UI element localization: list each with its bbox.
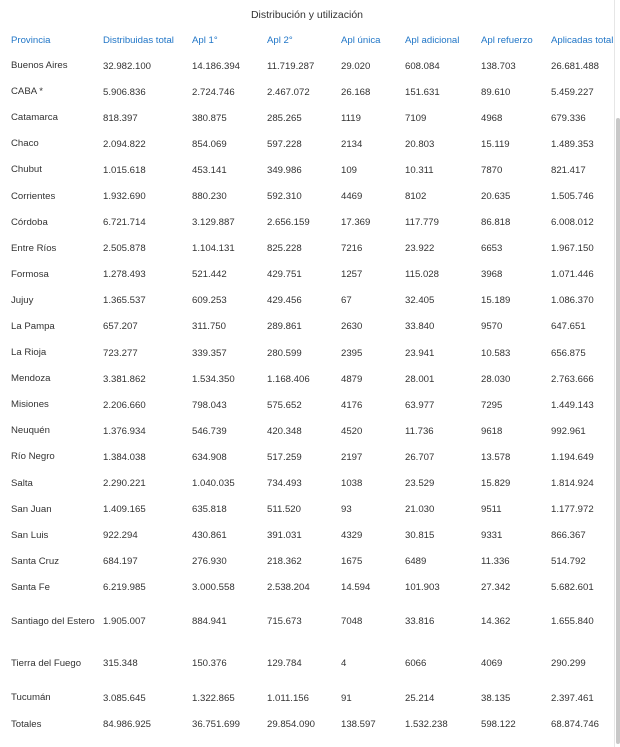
cell-aplicadas-total: 6.008.012 (551, 217, 594, 229)
cell-provincia: Formosa (11, 268, 49, 280)
cell-apl-refuerzo: 14.362 (481, 616, 511, 628)
cell-apl-2: 734.493 (267, 478, 302, 490)
cell-apl-adicional: 608.084 (405, 60, 440, 72)
table-row (4, 418, 616, 444)
cell-apl-2: 1.011.156 (267, 692, 309, 704)
cell-apl-refuerzo: 11.336 (481, 556, 510, 568)
cell-apl-2: 29.854.090 (267, 719, 316, 731)
cell-apl-adicional: 28.001 (405, 373, 435, 385)
cell-apl-refuerzo: 7295 (481, 399, 503, 411)
cell-apl-1: 609.253 (192, 295, 227, 307)
cell-apl-2: 349.986 (267, 164, 302, 176)
cell-provincia: La Pampa (11, 320, 55, 332)
cell-distribuidas-total: 1.905.007 (103, 616, 146, 628)
vertical-scrollbar[interactable] (615, 0, 620, 747)
cell-distribuidas-total: 1.015.618 (103, 164, 146, 176)
cell-provincia: San Juan (11, 503, 52, 515)
cell-apl-2: 2.467.072 (267, 86, 310, 98)
cell-apl-adicional: 115.028 (405, 269, 439, 281)
cell-apl-adicional: 8102 (405, 191, 427, 203)
table-row (4, 601, 616, 643)
cell-apl-2: 280.599 (267, 347, 302, 359)
cell-apl-unica: 29.020 (341, 60, 371, 72)
cell-apl-adicional: 1.532.238 (405, 719, 448, 731)
cell-distribuidas-total: 684.197 (103, 556, 138, 568)
cell-apl-refuerzo: 13.578 (481, 451, 511, 463)
cell-apl-adicional: 63.977 (405, 399, 435, 411)
cell-provincia: Entre Ríos (11, 242, 57, 254)
cell-distribuidas-total: 1.365.537 (103, 295, 146, 307)
cell-apl-unica: 1257 (341, 269, 363, 281)
cell-apl-2: 429.751 (267, 269, 302, 281)
cell-distribuidas-total: 32.982.100 (103, 60, 152, 72)
column-header-provincia[interactable]: Provincia (11, 34, 51, 46)
cell-apl-unica: 26.168 (341, 86, 371, 98)
cell-apl-2: 825.228 (267, 243, 302, 255)
cell-distribuidas-total: 5.906.836 (103, 86, 146, 98)
cell-apl-refuerzo: 9331 (481, 530, 503, 542)
cell-provincia: Neuquén (11, 425, 50, 437)
cell-apl-refuerzo: 15.189 (481, 295, 511, 307)
cell-aplicadas-total: 1.967.150 (551, 243, 594, 255)
cell-distribuidas-total: 1.384.038 (103, 451, 146, 463)
scrollbar-thumb[interactable] (616, 118, 620, 744)
cell-aplicadas-total: 1.814.924 (551, 478, 594, 490)
cell-apl-1: 311.750 (192, 321, 226, 333)
cell-apl-refuerzo: 7870 (481, 164, 503, 176)
table-row (4, 643, 616, 685)
cell-aplicadas-total: 5.459.227 (551, 86, 594, 98)
cell-apl-1: 1.040.035 (192, 478, 235, 490)
cell-distribuidas-total: 657.207 (103, 321, 138, 333)
cell-aplicadas-total: 656.875 (551, 347, 586, 359)
cell-apl-adicional: 23.529 (405, 478, 435, 490)
cell-apl-refuerzo: 6653 (481, 243, 503, 255)
table-row (4, 157, 616, 183)
cell-apl-2: 1.168.406 (267, 373, 310, 385)
cell-apl-unica: 93 (341, 504, 352, 516)
cell-aplicadas-total: 1.489.353 (551, 138, 594, 150)
cell-apl-unica: 1675 (341, 556, 363, 568)
cell-apl-1: 884.941 (192, 616, 227, 628)
table-row (4, 262, 616, 288)
cell-provincia: Catamarca (11, 112, 58, 124)
cell-apl-refuerzo: 27.342 (481, 582, 511, 594)
cell-apl-unica: 91 (341, 692, 352, 704)
cell-provincia: Jujuy (11, 294, 34, 306)
distribution-table (4, 27, 616, 738)
cell-apl-1: 1.322.865 (192, 692, 235, 704)
table-row (4, 575, 616, 601)
cell-apl-unica: 4469 (341, 191, 363, 203)
cell-aplicadas-total: 290.299 (551, 658, 586, 670)
cell-apl-2: 2.656.159 (267, 217, 310, 229)
cell-apl-adicional: 6489 (405, 556, 427, 568)
cell-provincia: Chaco (11, 138, 39, 150)
cell-apl-1: 430.861 (192, 530, 227, 542)
cell-apl-1: 276.930 (192, 556, 227, 568)
cell-apl-refuerzo: 10.583 (481, 347, 511, 359)
cell-provincia: Buenos Aires (11, 60, 68, 72)
cell-apl-1: 150.376 (192, 658, 227, 670)
cell-apl-refuerzo: 9570 (481, 321, 503, 333)
cell-aplicadas-total: 1.086.370 (551, 295, 594, 307)
cell-apl-unica: 4520 (341, 425, 363, 437)
table-row (4, 105, 616, 131)
cell-apl-2: 597.228 (267, 138, 302, 150)
cell-apl-refuerzo: 9618 (481, 425, 503, 437)
cell-apl-refuerzo: 598.122 (481, 719, 516, 731)
cell-apl-adicional: 23.922 (405, 243, 435, 255)
table-header-row (4, 27, 616, 53)
cell-aplicadas-total: 1.071.446 (551, 269, 594, 281)
cell-apl-refuerzo: 20.635 (481, 191, 511, 203)
cell-apl-2: 218.362 (267, 556, 302, 568)
cell-apl-1: 798.043 (192, 399, 227, 411)
table-row (4, 314, 616, 340)
column-header-apl-1[interactable]: Apl 1° (192, 34, 218, 46)
cell-apl-adicional: 11.736 (405, 425, 434, 437)
cell-provincia: Córdoba (11, 216, 48, 228)
cell-distribuidas-total: 922.294 (103, 530, 138, 542)
cell-apl-2: 517.259 (267, 451, 302, 463)
cell-apl-adicional: 33.840 (405, 321, 435, 333)
cell-aplicadas-total: 821.417 (551, 164, 586, 176)
column-header-aplicadas-total[interactable]: Aplicadas total (551, 34, 614, 46)
cell-apl-2: 511.520 (267, 504, 301, 516)
cell-distribuidas-total: 723.277 (103, 347, 138, 359)
cell-aplicadas-total: 866.367 (551, 530, 586, 542)
cell-apl-1: 2.724.746 (192, 86, 235, 98)
cell-apl-1: 521.442 (192, 269, 227, 281)
cell-apl-refuerzo: 15.829 (481, 478, 511, 490)
table-row (4, 523, 616, 549)
cell-distribuidas-total: 1.376.934 (103, 425, 146, 437)
cell-aplicadas-total: 68.874.746 (551, 719, 600, 731)
cell-apl-2: 575.652 (267, 399, 302, 411)
cell-apl-2: 429.456 (267, 295, 302, 307)
cell-provincia: Tucumán (11, 692, 51, 704)
cell-apl-unica: 2134 (341, 138, 363, 150)
cell-apl-unica: 14.594 (341, 582, 371, 594)
cell-apl-refuerzo: 3968 (481, 269, 503, 281)
cell-provincia: Chubut (11, 164, 42, 176)
column-header-apl-adicional[interactable]: Apl adicional (405, 34, 460, 46)
cell-provincia: CABA * (11, 86, 43, 98)
column-header-apl-unica[interactable]: Apl única (341, 34, 381, 46)
table-row (4, 366, 616, 392)
cell-distribuidas-total: 6.721.714 (103, 217, 146, 229)
cell-apl-1: 546.739 (192, 425, 227, 437)
cell-apl-refuerzo: 138.703 (481, 60, 516, 72)
cell-provincia: Salta (11, 477, 33, 489)
cell-apl-unica: 67 (341, 295, 352, 307)
cell-distribuidas-total: 1.278.493 (103, 269, 146, 281)
cell-aplicadas-total: 2.763.666 (551, 373, 594, 385)
cell-apl-refuerzo: 4069 (481, 658, 503, 670)
cell-apl-1: 1.534.350 (192, 373, 235, 385)
cell-apl-unica: 109 (341, 164, 358, 176)
cell-apl-adicional: 10.311 (405, 164, 434, 176)
cell-distribuidas-total: 818.397 (103, 112, 138, 124)
cell-aplicadas-total: 992.961 (551, 425, 586, 437)
cell-distribuidas-total: 2.094.822 (103, 138, 146, 150)
cell-apl-unica: 2197 (341, 451, 363, 463)
cell-provincia: Santa Fe (11, 581, 50, 593)
cell-apl-unica: 7048 (341, 616, 363, 628)
cell-apl-refuerzo: 28.030 (481, 373, 511, 385)
cell-distribuidas-total: 2.206.660 (103, 399, 146, 411)
cell-provincia: Santiago del Estero (11, 615, 95, 627)
cell-provincia: San Luis (11, 529, 49, 541)
cell-provincia: La Rioja (11, 347, 47, 359)
cell-apl-adicional: 7109 (405, 112, 427, 124)
cell-apl-adicional: 21.030 (405, 504, 435, 516)
cell-apl-unica: 4879 (341, 373, 363, 385)
cell-provincia: Misiones (11, 399, 49, 411)
cell-apl-unica: 4329 (341, 530, 363, 542)
table-row (4, 53, 616, 79)
cell-provincia: Mendoza (11, 373, 51, 385)
table-title: Distribución y utilización (250, 9, 364, 21)
cell-apl-adicional: 32.405 (405, 295, 435, 307)
cell-apl-refuerzo: 86.818 (481, 217, 511, 229)
table-row (4, 392, 616, 418)
cell-apl-1: 880.230 (192, 191, 227, 203)
cell-aplicadas-total: 1.177.972 (551, 504, 594, 516)
cell-apl-adicional: 23.941 (405, 347, 435, 359)
cell-apl-adicional: 20.803 (405, 138, 435, 150)
cell-provincia: Santa Cruz (11, 555, 59, 567)
cell-apl-1: 3.129.887 (192, 217, 235, 229)
cell-distribuidas-total: 1.932.690 (103, 191, 146, 203)
cell-apl-refuerzo: 15.119 (481, 138, 510, 150)
cell-apl-adicional: 25.214 (405, 692, 435, 704)
table-row (4, 210, 616, 236)
cell-aplicadas-total: 647.651 (551, 321, 586, 333)
cell-distribuidas-total: 84.986.925 (103, 719, 152, 731)
cell-apl-adicional: 33.816 (405, 616, 435, 628)
table-row (4, 444, 616, 470)
cell-apl-adicional: 26.707 (405, 451, 435, 463)
totals-row (4, 711, 616, 738)
table-row (4, 183, 616, 209)
cell-provincia: Totales (11, 718, 42, 730)
cell-apl-unica: 17.369 (341, 217, 371, 229)
cell-apl-unica: 2630 (341, 321, 363, 333)
cell-apl-unica: 1119 (341, 112, 361, 124)
cell-distribuidas-total: 1.409.165 (103, 504, 146, 516)
cell-distribuidas-total: 315.348 (103, 658, 138, 670)
cell-distribuidas-total: 6.219.985 (103, 582, 146, 594)
cell-apl-adicional: 101.903 (405, 582, 440, 594)
cell-apl-unica: 4176 (341, 399, 363, 411)
cell-apl-unica: 2395 (341, 347, 363, 359)
cell-apl-1: 3.000.558 (192, 582, 235, 594)
cell-apl-adicional: 151.631 (405, 86, 440, 98)
cell-aplicadas-total: 2.397.461 (551, 692, 594, 704)
cell-apl-1: 634.908 (192, 451, 227, 463)
cell-distribuidas-total: 3.085.645 (103, 692, 146, 704)
cell-apl-1: 14.186.394 (192, 60, 241, 72)
cell-apl-2: 420.348 (267, 425, 302, 437)
cell-aplicadas-total: 514.792 (551, 556, 586, 568)
table-row (4, 236, 616, 262)
cell-provincia: Río Negro (11, 451, 55, 463)
cell-apl-refuerzo: 9511 (481, 504, 502, 516)
cell-apl-2: 129.784 (267, 658, 302, 670)
table-row (4, 497, 616, 523)
cell-distribuidas-total: 3.381.862 (103, 373, 146, 385)
cell-apl-unica: 138.597 (341, 719, 376, 731)
cell-apl-1: 1.104.131 (192, 243, 235, 255)
cell-apl-adicional: 6066 (405, 658, 427, 670)
cell-aplicadas-total: 1.194.649 (551, 451, 594, 463)
cell-apl-2: 11.719.287 (267, 60, 315, 72)
cell-apl-2: 2.538.204 (267, 582, 310, 594)
cell-apl-1: 380.875 (192, 112, 227, 124)
cell-apl-refuerzo: 89.610 (481, 86, 511, 98)
column-header-apl-refuerzo[interactable]: Apl refuerzo (481, 34, 533, 46)
cell-apl-1: 36.751.699 (192, 719, 241, 731)
cell-apl-2: 391.031 (267, 530, 302, 542)
cell-apl-2: 715.673 (267, 616, 302, 628)
cell-apl-adicional: 117.779 (405, 217, 439, 229)
cell-provincia: Tierra del Fuego (11, 657, 82, 669)
table-row (4, 471, 616, 497)
table-row (4, 549, 616, 575)
column-header-apl-2[interactable]: Apl 2° (267, 34, 293, 46)
table-row (4, 131, 616, 157)
cell-apl-adicional: 30.815 (405, 530, 435, 542)
column-header-distribuidas-total[interactable]: Distribuidas total (103, 34, 174, 46)
table-row (4, 79, 616, 105)
cell-aplicadas-total: 679.336 (551, 112, 586, 124)
cell-apl-2: 285.265 (267, 112, 302, 124)
cell-provincia: Corrientes (11, 190, 56, 202)
table-row (4, 288, 616, 314)
cell-apl-refuerzo: 4968 (481, 112, 503, 124)
cell-aplicadas-total: 1.505.746 (551, 191, 594, 203)
cell-aplicadas-total: 5.682.601 (551, 582, 594, 594)
cell-distribuidas-total: 2.505.878 (103, 243, 146, 255)
cell-apl-unica: 7216 (341, 243, 363, 255)
cell-aplicadas-total: 1.655.840 (551, 616, 594, 628)
cell-apl-1: 339.357 (192, 347, 227, 359)
table-row (4, 685, 616, 711)
cell-apl-unica: 1038 (341, 478, 363, 490)
cell-apl-2: 289.861 (267, 321, 302, 333)
cell-aplicadas-total: 1.449.143 (551, 399, 594, 411)
cell-apl-1: 453.141 (192, 164, 227, 176)
cell-apl-unica: 4 (341, 658, 347, 670)
cell-apl-refuerzo: 38.135 (481, 692, 511, 704)
table-row (4, 340, 616, 366)
cell-aplicadas-total: 26.681.488 (551, 60, 600, 72)
cell-distribuidas-total: 2.290.221 (103, 478, 146, 490)
cell-apl-2: 592.310 (267, 191, 302, 203)
cell-apl-1: 854.069 (192, 138, 227, 150)
cell-apl-1: 635.818 (192, 504, 227, 516)
